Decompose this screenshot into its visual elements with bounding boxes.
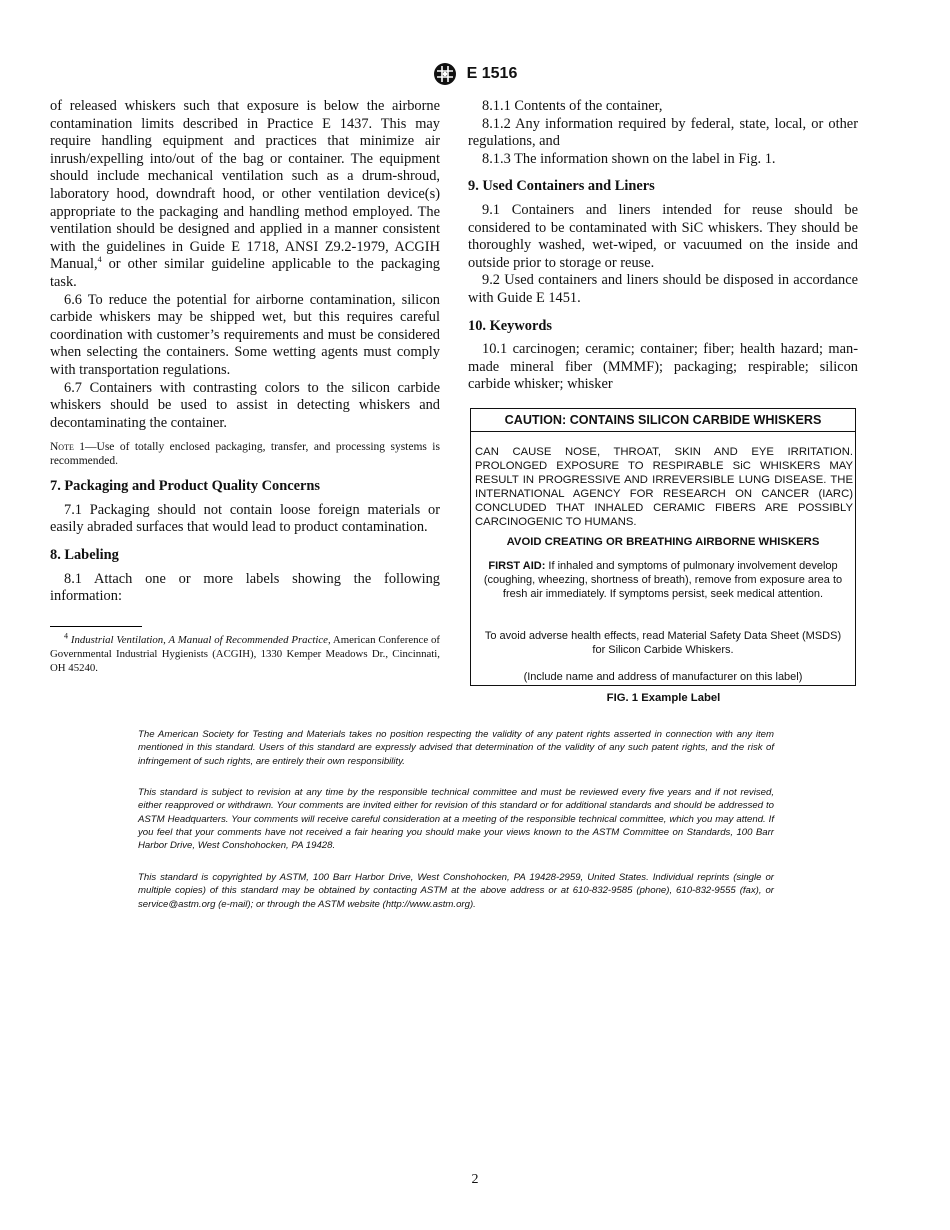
standard-designation: E 1516 — [466, 65, 518, 82]
paragraph-8-1-3: 8.1.3 The information shown on the label in Fig. 1. — [482, 150, 776, 167]
page-number: 2 — [471, 1172, 479, 1187]
section-9-heading: 9. Used Containers and Liners — [468, 178, 655, 195]
section-7-heading: 7. Packaging and Product Quality Concerns — [50, 478, 320, 495]
section-8-heading: 8. Labeling — [50, 547, 119, 564]
legal-revision-notice: This standard is subject to revision at any time by the responsible technical committee and must be reviewed every five years and if not revised, either reapproved or withdrawn. Your comments are invited either for revision of this standard or for additional standards and should be addressed to ASTM Headquarters. Your comments will receive careful consideration at a meeting of the responsible technical committee, which you may attend. If you feel that your comments have not received a fair hearing you should make your views known to the ASTM Committee on Standards, 100 Barr Harbor Drive, West Conshohocken, PA 19428. — [138, 787, 774, 852]
paragraph-6-6: 6.6 To reduce the potential for airborne contamination, silicon carbide whiskers may be shipped wet, but this requires careful coordination with customer’s requirements and must be considered when selecting the containers. Some wetting agents must comply with transportation regulations. — [50, 291, 440, 378]
legal-copyright-notice: This standard is copyrighted by ASTM, 100 Barr Harbor Drive, West Conshohocken, PA 19428-2959, United States. Individual reprints (single or multiple copies) of this standard may be obtained by contacting ASTM at the above address or at 610-832-9585 (phone), 610-832-9555 (fax), or service@astm.org (e-mail); or through the ASTM website (http://www.astm.org). — [138, 872, 774, 910]
astm-logo-icon — [433, 62, 457, 86]
label-avoid-text: AVOID CREATING OR BREATHING AIRBORNE WHISKERS — [506, 536, 820, 548]
label-include-text: (Include name and address of manufacturer on this label) — [523, 671, 803, 683]
paragraph-6-7: 6.7 Containers with contrasting colors to the silicon carbide whiskers should be used to assist in detecting whiskers and decontaminating the container. — [50, 379, 440, 431]
footnote-ref: 4 — [97, 255, 102, 265]
footnote-divider — [50, 626, 142, 627]
left-column — [50, 98, 440, 675]
page-header — [0, 62, 950, 86]
label-first-aid: FIRST AID: If inhaled and symptoms of pulmonary involvement develop (coughing, wheezing, shortness of breath), remove from exposure area to fresh air immediately. If symptoms persist, seek medical attention. — [483, 560, 843, 600]
paragraph-9-1: 9.1 Containers and liners intended for reuse should be considered to be contaminated with SiC whiskers. They should be thoroughly washed, wet-wiped, or vacuumed on the inside and outside prior to storage or reuse. — [468, 201, 858, 271]
footnote-4: $^4$ Industrial Ventilation, A Manual of Recommended Practice, American Conference of Governmental Industrial Hygienists (ACGIH), 1330 Kemper Meadows Dr., Cincinnati, OH 45240. — [50, 631, 441, 674]
label-msds-text: To avoid adverse health effects, read Material Safety Data Sheet (MSDS) for Silicon Carbide Whiskers. — [484, 630, 842, 656]
paragraph-8-1-2: 8.1.2 Any information required by federal, state, local, or other regulations, and — [468, 115, 858, 150]
paragraph-9-2: 9.2 Used containers and liners should be disposed in accordance with Guide E 1451. — [468, 272, 858, 306]
paragraph-6-5-continued: of released whiskers such that exposure is below the airborne contamination limits described in Practice E 1437. This may require handling equipment and practices that minimize air inrush/expelling into/out of the bag or container. The equipment should include mechanical ventilation such as a drum-shroud, laboratory hood, downdraft hood, or other ventilation device(s) appropriate to the packaging and handling method employed. The ventilation should be designed and applied in a manner consistent with the guidelines in Guide E 1718, ANSI Z9.2-1979, ACGIH Manual,$^4$ or other similar guideline applicable to the packaging task. — [50, 98, 440, 290]
right-column — [468, 98, 858, 394]
label-title: CAUTION: CONTAINS SILICON CARBIDE WHISKERS — [504, 413, 822, 427]
label-divider — [471, 431, 855, 432]
section-10-heading: 10. Keywords — [468, 317, 552, 334]
paragraph-10-1: 10.1 carcinogen; ceramic; container; fiber; health hazard; man-made mineral fiber (MMMF); packaging; respirable; silicon carbide whisker; whisker — [468, 341, 858, 393]
legal-patent-notice: The American Society for Testing and Materials takes no position respecting the validity of any patent rights asserted in connection with any item mentioned in this standard. Users of this standard are expressly advised that determination of the validity of any such patent rights, and the risk of infringement of such rights, are entirely their own responsibility. — [138, 729, 774, 767]
paragraph-8-1-1: 8.1.1 Contents of the container, — [482, 98, 663, 114]
example-label-figure — [470, 408, 856, 686]
label-warning-text: CAN CAUSE NOSE, THROAT, SKIN AND EYE IRRITATION. PROLONGED EXPOSURE TO RESPIRABLE SiC WHISKERS MAY RESULT IN PROGRESSIVE AND IRREVERSIBLE LUNG DISEASE. THE INTERNATIONAL AGENCY FOR RESEARCH ON CANCER (IARC) CONCLUDED THAT INHALED CERAMIC FIBERS ARE POSSIBLY CARCINOGENIC TO HUMANS. — [475, 446, 853, 528]
paragraph-7-1: 7.1 Packaging should not contain loose foreign materials or easily abraded surfaces that would lead to product contamination. — [50, 501, 440, 536]
figure-caption: FIG. 1 Example Label — [606, 692, 721, 704]
paragraph-8-1: 8.1 Attach one or more labels showing the following information: — [50, 570, 440, 605]
note-1: Note 1—Use of totally enclosed packaging, transfer, and processing systems is recommended. — [50, 441, 440, 468]
